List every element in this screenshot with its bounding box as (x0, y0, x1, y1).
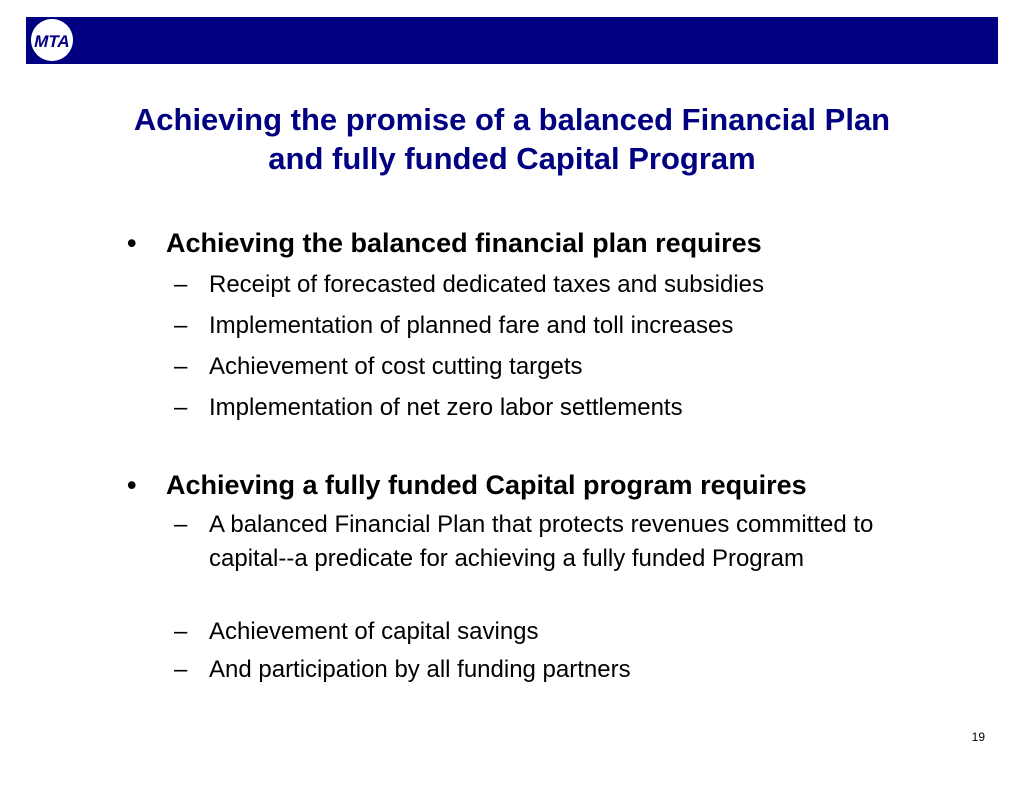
title-line-2: and fully funded Capital Program (268, 141, 756, 176)
dash-marker: – (174, 656, 188, 683)
mta-logo (31, 19, 73, 61)
section-heading-capital-program: Achieving a fully funded Capital program requires (166, 470, 807, 500)
bullet-marker: • (127, 470, 137, 500)
mta-logo-icon (31, 19, 73, 61)
bullet-marker: • (127, 228, 137, 258)
list-item: Implementation of net zero labor settlements (209, 394, 683, 421)
section-heading-financial-plan: Achieving the balanced financial plan requires (166, 228, 762, 258)
list-item: Achievement of cost cutting targets (209, 353, 583, 380)
dash-marker: – (174, 353, 188, 380)
dash-marker: – (174, 271, 188, 298)
header-bar (26, 17, 998, 64)
logo-text: MTA (32, 31, 73, 51)
list-item: Achievement of capital savings (209, 618, 539, 645)
dash-marker: – (174, 312, 188, 339)
list-item: Implementation of planned fare and toll increases (209, 312, 734, 339)
page-number: 19 (971, 730, 985, 744)
list-item: A balanced Financial Plan that protects revenues committed to capital--a predicate for achieving a fully funded Program (209, 511, 874, 572)
list-item: Receipt of forecasted dedicated taxes and subsidies (209, 271, 765, 298)
slide-title (60, 100, 964, 178)
dash-marker: – (174, 618, 188, 645)
title-line-1: Achieving the promise of a balanced Financial Plan (133, 102, 891, 137)
list-item: And participation by all funding partners (209, 656, 631, 683)
dash-marker: – (174, 511, 188, 538)
dash-marker: – (174, 394, 188, 421)
